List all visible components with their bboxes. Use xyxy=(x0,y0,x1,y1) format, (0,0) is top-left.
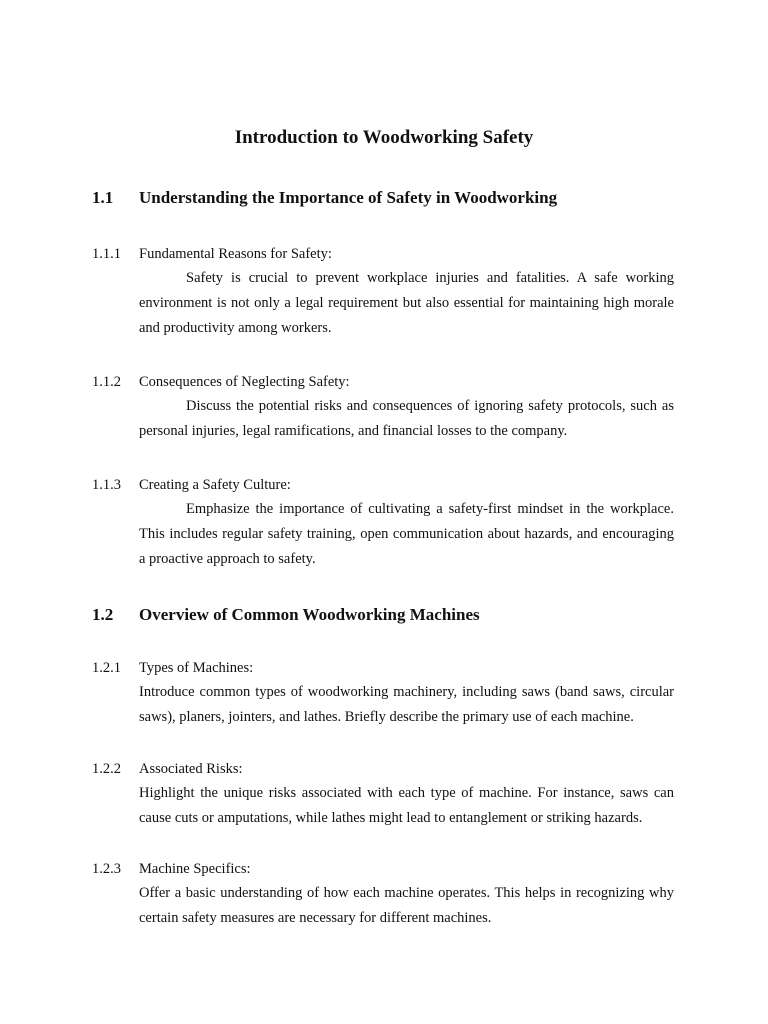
section-number: 1.2 xyxy=(92,605,114,624)
subsection-title: Types of Machines: xyxy=(139,660,254,676)
subsection-body: Discuss the potential risks and consequences of ignoring safety protocols, such as personal injuries, legal ramifications, and financial losses to the company. xyxy=(139,398,674,440)
subsection-number: 1.2.3 xyxy=(92,861,121,877)
section-title: Understanding the Importance of Safety in Woodworking xyxy=(139,188,558,207)
subsection-body: Emphasize the importance of cultivating a safety-first mindset in the workplace. This includes regular safety training, open communication about hazards, and encouraging a proactive approach to safety. xyxy=(139,501,674,568)
subsection-body: Safety is crucial to prevent workplace injuries and fatalities. A safe working environment is not only a legal requirement but also essential for maintaining high morale and productivity among workers. xyxy=(139,270,674,337)
subsection-number: 1.2.2 xyxy=(92,761,121,777)
page-title: Introduction to Woodworking Safety xyxy=(234,127,534,148)
subsection-title: Creating a Safety Culture: xyxy=(139,477,291,493)
subsection-title: Associated Risks: xyxy=(139,761,243,777)
subsection-title: Consequences of Neglecting Safety: xyxy=(139,374,350,390)
subsection-body: Introduce common types of woodworking machinery, including saws (band saws, circular saws), planers, jointers, and lathes. Briefly describe the primary use of each machine. xyxy=(139,684,674,726)
subsection-body: Highlight the unique risks associated with each type of machine. For instance, saws can cause cuts or amputations, while lathes might lead to entanglement or striking hazards. xyxy=(139,785,674,827)
subsection-number: 1.2.1 xyxy=(92,660,121,676)
subsection-number: 1.1.3 xyxy=(92,477,121,493)
subsection-number: 1.1.2 xyxy=(92,374,121,390)
section-title: Overview of Common Woodworking Machines xyxy=(139,605,480,624)
subsection-number: 1.1.1 xyxy=(92,246,121,262)
subsection-title: Fundamental Reasons for Safety: xyxy=(139,246,332,262)
subsection-title: Machine Specifics: xyxy=(139,861,251,877)
section-number: 1.1 xyxy=(92,188,114,207)
subsection-body: Offer a basic understanding of how each machine operates. This helps in recognizing why certain safety measures are necessary for different machines. xyxy=(139,885,674,927)
